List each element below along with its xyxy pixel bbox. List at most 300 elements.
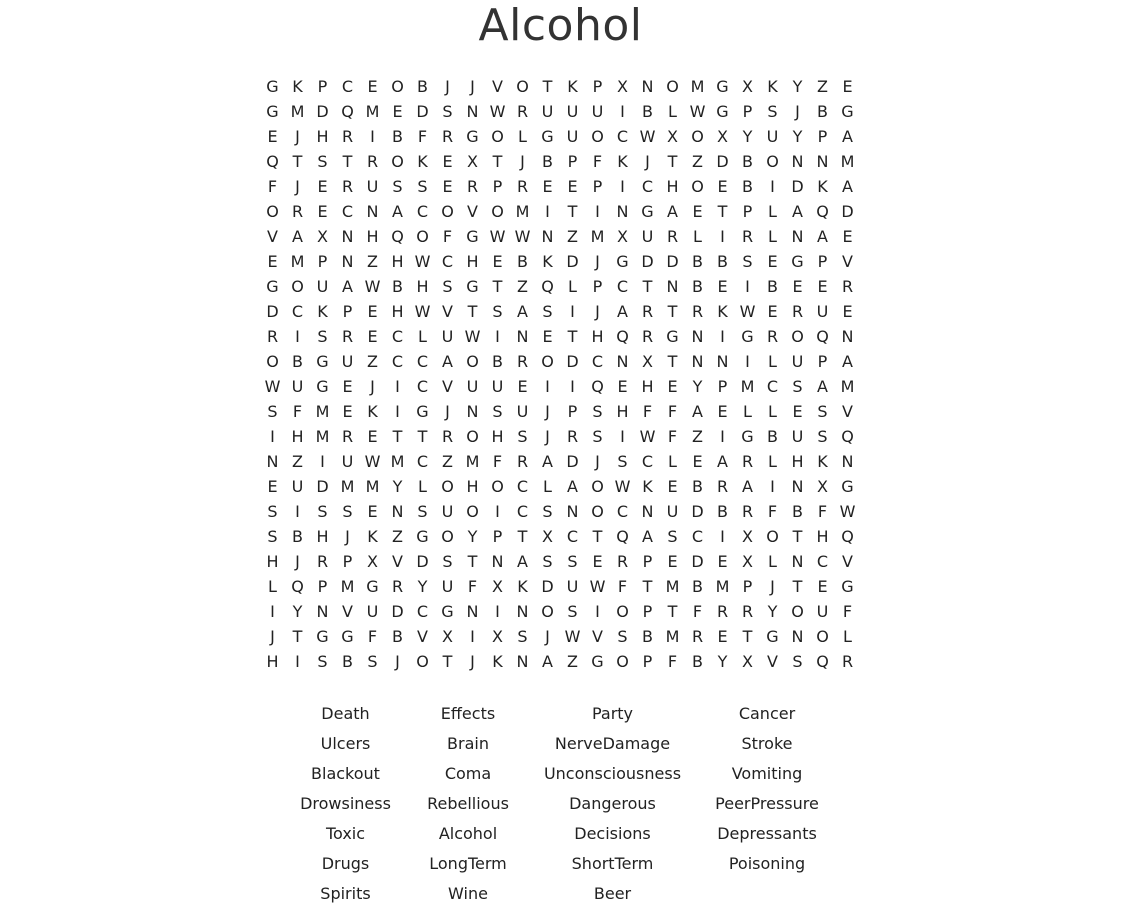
grid-letter: A — [842, 177, 853, 196]
grid-letter: M — [315, 427, 330, 446]
grid-letter: C — [616, 502, 629, 521]
grid-letter: J — [545, 627, 550, 646]
grid-letter: R — [741, 502, 754, 521]
grid-letter: Y — [717, 652, 728, 671]
grid-letter: D — [266, 302, 279, 321]
grid-letter: Q — [816, 202, 829, 221]
grid-letter: V — [842, 252, 853, 271]
grid-row — [260, 374, 860, 399]
grid-letter: G — [266, 277, 279, 296]
grid-letter: G — [466, 227, 479, 246]
grid-letter: O — [766, 152, 779, 171]
grid-letter: I — [295, 327, 300, 346]
grid-letter: N — [466, 102, 479, 121]
word-list-item: Death — [321, 704, 370, 723]
grid-letter: R — [291, 202, 304, 221]
grid-letter: M — [665, 577, 680, 596]
grid-letter: H — [366, 227, 379, 246]
grid-letter: U — [341, 452, 354, 471]
word-list — [268, 699, 822, 909]
grid-letter: A — [442, 352, 453, 371]
grid-letter: I — [545, 202, 550, 221]
grid-letter: J — [470, 652, 475, 671]
grid-letter: B — [692, 477, 703, 496]
grid-letter: O — [466, 427, 479, 446]
grid-letter: E — [442, 152, 453, 171]
grid-letter: T — [667, 302, 678, 321]
grid-letter: F — [642, 402, 653, 421]
grid-letter: B — [542, 152, 553, 171]
grid-letter: Z — [392, 527, 403, 546]
grid-letter: S — [417, 502, 428, 521]
grid-letter: E — [817, 277, 828, 296]
grid-letter: T — [292, 627, 303, 646]
grid-letter: Z — [517, 277, 528, 296]
word-list-item: Poisoning — [728, 854, 806, 873]
grid-letter: N — [841, 327, 854, 346]
grid-letter: E — [767, 252, 778, 271]
grid-letter: B — [767, 277, 778, 296]
grid-letter: I — [595, 202, 600, 221]
grid-letter: O — [541, 352, 554, 371]
grid-letter: R — [616, 552, 629, 571]
grid-letter: F — [767, 502, 778, 521]
grid-letter: Y — [692, 377, 703, 396]
grid-letter: N — [791, 227, 804, 246]
grid-letter: U — [516, 402, 529, 421]
grid-letter: J — [595, 252, 600, 271]
grid-letter: O — [441, 477, 454, 496]
grid-row — [260, 124, 860, 149]
grid-letter: X — [492, 627, 503, 646]
grid-letter: L — [568, 277, 577, 296]
grid-letter: J — [595, 452, 600, 471]
grid-letter: G — [716, 77, 729, 96]
grid-letter: S — [767, 102, 778, 121]
grid-letter: E — [667, 377, 678, 396]
grid-letter: Q — [291, 577, 304, 596]
grid-letter: B — [642, 102, 653, 121]
grid-letter: B — [492, 352, 503, 371]
grid-letter: N — [366, 202, 379, 221]
grid-letter: E — [367, 502, 378, 521]
word-list-item: Dangerous — [569, 794, 656, 813]
grid-letter: W — [689, 102, 706, 121]
grid-letter: N — [491, 552, 504, 571]
grid-letter: R — [516, 102, 529, 121]
grid-letter: T — [792, 577, 803, 596]
grid-letter: Q — [841, 527, 854, 546]
grid-letter: L — [518, 127, 527, 146]
grid-letter: N — [566, 502, 579, 521]
grid-letter: A — [567, 477, 578, 496]
grid-letter: X — [742, 652, 753, 671]
grid-letter: I — [495, 327, 500, 346]
grid-letter: E — [792, 277, 803, 296]
grid-letter: S — [792, 377, 803, 396]
grid-row — [260, 424, 860, 449]
grid-letter: C — [516, 477, 529, 496]
grid-letter: K — [817, 452, 828, 471]
grid-letter: E — [842, 77, 853, 96]
grid-letter: F — [667, 652, 678, 671]
grid-letter: I — [470, 627, 475, 646]
grid-letter: S — [617, 452, 628, 471]
grid-letter: O — [616, 602, 629, 621]
grid-letter: O — [691, 177, 704, 196]
grid-letter: N — [791, 477, 804, 496]
grid-letter: D — [316, 477, 329, 496]
grid-letter: R — [641, 327, 654, 346]
grid-letter: E — [792, 402, 803, 421]
grid-letter: M — [315, 402, 330, 421]
grid-letter: E — [842, 302, 853, 321]
grid-letter: H — [491, 427, 504, 446]
grid-letter: R — [791, 302, 804, 321]
grid-letter: D — [566, 352, 579, 371]
grid-letter: D — [566, 252, 579, 271]
grid-letter: Q — [816, 652, 829, 671]
grid-letter: X — [642, 352, 653, 371]
grid-letter: R — [341, 427, 354, 446]
grid-letter: S — [592, 402, 603, 421]
grid-letter: X — [467, 152, 478, 171]
grid-letter: T — [392, 427, 403, 446]
grid-letter: T — [292, 152, 303, 171]
grid-letter: V — [767, 652, 778, 671]
grid-letter: A — [742, 477, 753, 496]
grid-letter: I — [295, 502, 300, 521]
grid-letter: C — [416, 602, 429, 621]
grid-letter: F — [817, 502, 828, 521]
grid-letter: D — [841, 202, 854, 221]
grid-letter: M — [290, 102, 305, 121]
grid-letter: D — [566, 452, 579, 471]
grid-letter: O — [266, 202, 279, 221]
grid-letter: T — [567, 202, 578, 221]
grid-letter: I — [270, 427, 275, 446]
word-list-item: Effects — [440, 704, 496, 723]
grid-letter: V — [467, 202, 478, 221]
grid-letter: F — [667, 427, 678, 446]
grid-letter: U — [566, 102, 579, 121]
grid-row — [260, 524, 860, 549]
grid-letter: N — [791, 552, 804, 571]
grid-letter: W — [614, 477, 631, 496]
grid-letter: K — [542, 252, 553, 271]
grid-letter: H — [466, 477, 479, 496]
grid-letter: N — [516, 602, 529, 621]
grid-letter: L — [543, 477, 552, 496]
grid-letter: Q — [616, 327, 629, 346]
grid-letter: S — [317, 502, 328, 521]
grid-letter: E — [692, 452, 703, 471]
grid-letter: C — [391, 327, 404, 346]
grid-letter: E — [667, 477, 678, 496]
grid-letter: I — [270, 602, 275, 621]
grid-row — [260, 449, 860, 474]
grid-letter: U — [366, 177, 379, 196]
grid-letter: C — [591, 352, 604, 371]
grid-letter: G — [316, 377, 329, 396]
grid-letter: R — [516, 177, 529, 196]
grid-letter: O — [391, 77, 404, 96]
grid-letter: P — [317, 77, 328, 96]
grid-letter: T — [442, 652, 453, 671]
grid-row — [260, 599, 860, 624]
grid-letter: A — [542, 452, 553, 471]
grid-letter: S — [267, 527, 278, 546]
grid-letter: D — [791, 177, 804, 196]
grid-letter: J — [370, 377, 375, 396]
grid-letter: V — [442, 377, 453, 396]
grid-letter: R — [691, 302, 704, 321]
grid-letter: G — [316, 352, 329, 371]
grid-letter: E — [442, 177, 453, 196]
grid-letter: Y — [392, 477, 403, 496]
grid-letter: U — [441, 577, 454, 596]
grid-letter: R — [666, 227, 679, 246]
grid-letter: H — [391, 252, 404, 271]
grid-letter: W — [364, 452, 381, 471]
grid-letter: R — [741, 452, 754, 471]
grid-letter: K — [717, 302, 728, 321]
grid-letter: I — [320, 452, 325, 471]
grid-row — [260, 474, 860, 499]
grid-letter: Y — [792, 127, 803, 146]
word-list-item: Depressants — [717, 824, 817, 843]
grid-letter: D — [691, 502, 704, 521]
grid-letter: V — [267, 227, 278, 246]
grid-letter: B — [292, 352, 303, 371]
grid-letter: R — [841, 652, 854, 671]
word-list-item: Decisions — [574, 824, 651, 843]
grid-letter: C — [641, 452, 654, 471]
grid-letter: T — [592, 527, 603, 546]
grid-letter: E — [367, 77, 378, 96]
grid-letter: R — [316, 552, 329, 571]
grid-letter: T — [467, 552, 478, 571]
grid-letter: O — [491, 202, 504, 221]
grid-row — [260, 174, 860, 199]
grid-letter: L — [768, 552, 777, 571]
grid-letter: A — [842, 127, 853, 146]
grid-letter: U — [291, 377, 304, 396]
grid-letter: C — [516, 502, 529, 521]
grid-letter: O — [491, 127, 504, 146]
grid-letter: T — [467, 302, 478, 321]
grid-letter: Z — [692, 152, 703, 171]
grid-letter: C — [391, 352, 404, 371]
grid-letter: P — [567, 402, 578, 421]
grid-letter: O — [391, 152, 404, 171]
grid-letter: P — [317, 577, 328, 596]
grid-letter: W — [489, 102, 506, 121]
grid-letter: U — [591, 102, 604, 121]
grid-letter: D — [716, 152, 729, 171]
grid-letter: D — [416, 552, 429, 571]
grid-letter: J — [795, 102, 800, 121]
grid-row — [260, 199, 860, 224]
grid-letter: N — [791, 152, 804, 171]
grid-letter: U — [541, 102, 554, 121]
word-list-item: NerveDamage — [554, 734, 671, 753]
grid-letter: I — [720, 227, 725, 246]
grid-letter: Y — [417, 577, 428, 596]
grid-letter: H — [666, 177, 679, 196]
grid-letter: M — [340, 477, 355, 496]
grid-letter: C — [341, 202, 354, 221]
grid-row — [260, 324, 860, 349]
grid-letter: S — [517, 627, 528, 646]
word-list-item: Wine — [448, 884, 488, 903]
grid-letter: J — [295, 552, 300, 571]
grid-letter: A — [517, 552, 528, 571]
grid-letter: O — [441, 202, 454, 221]
grid-letter: R — [691, 627, 704, 646]
grid-letter: H — [641, 377, 654, 396]
grid-letter: E — [567, 177, 578, 196]
grid-letter: W — [364, 277, 381, 296]
grid-letter: T — [667, 602, 678, 621]
grid-letter: O — [816, 627, 829, 646]
grid-letter: S — [442, 277, 453, 296]
grid-letter: A — [517, 302, 528, 321]
grid-letter: K — [617, 152, 628, 171]
grid-letter: W — [639, 127, 656, 146]
grid-letter: P — [742, 102, 753, 121]
grid-letter: H — [466, 252, 479, 271]
grid-letter: E — [767, 302, 778, 321]
grid-letter: D — [541, 577, 554, 596]
grid-letter: T — [567, 327, 578, 346]
grid-letter: G — [616, 252, 629, 271]
grid-letter: J — [270, 627, 275, 646]
grid-letter: D — [641, 252, 654, 271]
grid-letter: J — [395, 652, 400, 671]
grid-letter: C — [566, 527, 579, 546]
grid-letter: K — [367, 402, 378, 421]
grid-letter: U — [491, 377, 504, 396]
grid-letter: O — [441, 527, 454, 546]
word-list-item: Alcohol — [438, 824, 498, 843]
word-list-item: Brain — [447, 734, 489, 753]
grid-letter: X — [442, 627, 453, 646]
grid-letter: N — [316, 602, 329, 621]
grid-letter: J — [595, 302, 600, 321]
grid-letter: J — [545, 402, 550, 421]
grid-letter: U — [791, 427, 804, 446]
grid-letter: I — [395, 377, 400, 396]
grid-letter: I — [720, 427, 725, 446]
grid-letter: J — [645, 152, 650, 171]
grid-letter: O — [666, 77, 679, 96]
grid-letter: K — [292, 77, 303, 96]
grid-letter: D — [691, 552, 704, 571]
grid-letter: G — [466, 127, 479, 146]
grid-letter: F — [492, 452, 503, 471]
grid-letter: A — [817, 227, 828, 246]
grid-letter: E — [717, 402, 728, 421]
grid-letter: E — [542, 327, 553, 346]
word-list-item: Party — [591, 704, 634, 723]
grid-row — [260, 149, 860, 174]
grid-letter: R — [841, 277, 854, 296]
grid-letter: R — [466, 177, 479, 196]
grid-row — [260, 224, 860, 249]
word-list-item: Unconsciousness — [543, 764, 682, 783]
grid-letter: B — [817, 102, 828, 121]
grid-letter: K — [492, 652, 503, 671]
grid-letter: Q — [541, 277, 554, 296]
grid-letter: P — [592, 177, 603, 196]
grid-letter: W — [564, 627, 581, 646]
grid-letter: T — [642, 277, 653, 296]
grid-letter: I — [620, 177, 625, 196]
grid-letter: I — [570, 302, 575, 321]
grid-letter: T — [667, 352, 678, 371]
grid-letter: G — [841, 102, 854, 121]
grid-letter: R — [341, 127, 354, 146]
grid-letter: U — [466, 377, 479, 396]
grid-letter: Z — [817, 77, 828, 96]
grid-letter: P — [717, 377, 728, 396]
grid-letter: N — [841, 452, 854, 471]
grid-letter: P — [342, 302, 353, 321]
grid-letter: L — [668, 452, 677, 471]
grid-letter: Z — [367, 352, 378, 371]
grid-letter: M — [365, 102, 380, 121]
grid-letter: P — [592, 277, 603, 296]
grid-letter: G — [741, 327, 754, 346]
word-list-item: Vomiting — [731, 764, 803, 783]
grid-letter: G — [841, 477, 854, 496]
grid-letter: E — [717, 552, 728, 571]
grid-letter: S — [817, 402, 828, 421]
grid-letter: X — [742, 77, 753, 96]
grid-letter: F — [692, 602, 703, 621]
grid-letter: N — [666, 277, 679, 296]
grid-letter: G — [316, 627, 329, 646]
word-list-item: Ulcers — [320, 734, 371, 753]
grid-letter: F — [442, 227, 453, 246]
grid-letter: J — [345, 527, 350, 546]
grid-letter: N — [691, 327, 704, 346]
grid-letter: W — [414, 302, 431, 321]
grid-letter: E — [492, 252, 503, 271]
grid-row — [260, 399, 860, 424]
grid-letter: J — [470, 77, 475, 96]
grid-letter: H — [391, 302, 404, 321]
grid-letter: E — [692, 202, 703, 221]
grid-letter: T — [492, 152, 503, 171]
grid-letter: U — [766, 127, 779, 146]
grid-letter: U — [291, 477, 304, 496]
grid-letter: R — [366, 152, 379, 171]
grid-letter: S — [317, 652, 328, 671]
grid-letter: Z — [292, 452, 303, 471]
grid-letter: I — [745, 352, 750, 371]
grid-letter: C — [441, 252, 454, 271]
grid-letter: S — [492, 402, 503, 421]
grid-letter: J — [545, 427, 550, 446]
grid-row — [260, 74, 860, 99]
grid-letter: D — [316, 102, 329, 121]
grid-letter: A — [542, 652, 553, 671]
grid-letter: R — [566, 427, 579, 446]
grid-letter: P — [642, 552, 653, 571]
grid-letter: V — [842, 552, 853, 571]
